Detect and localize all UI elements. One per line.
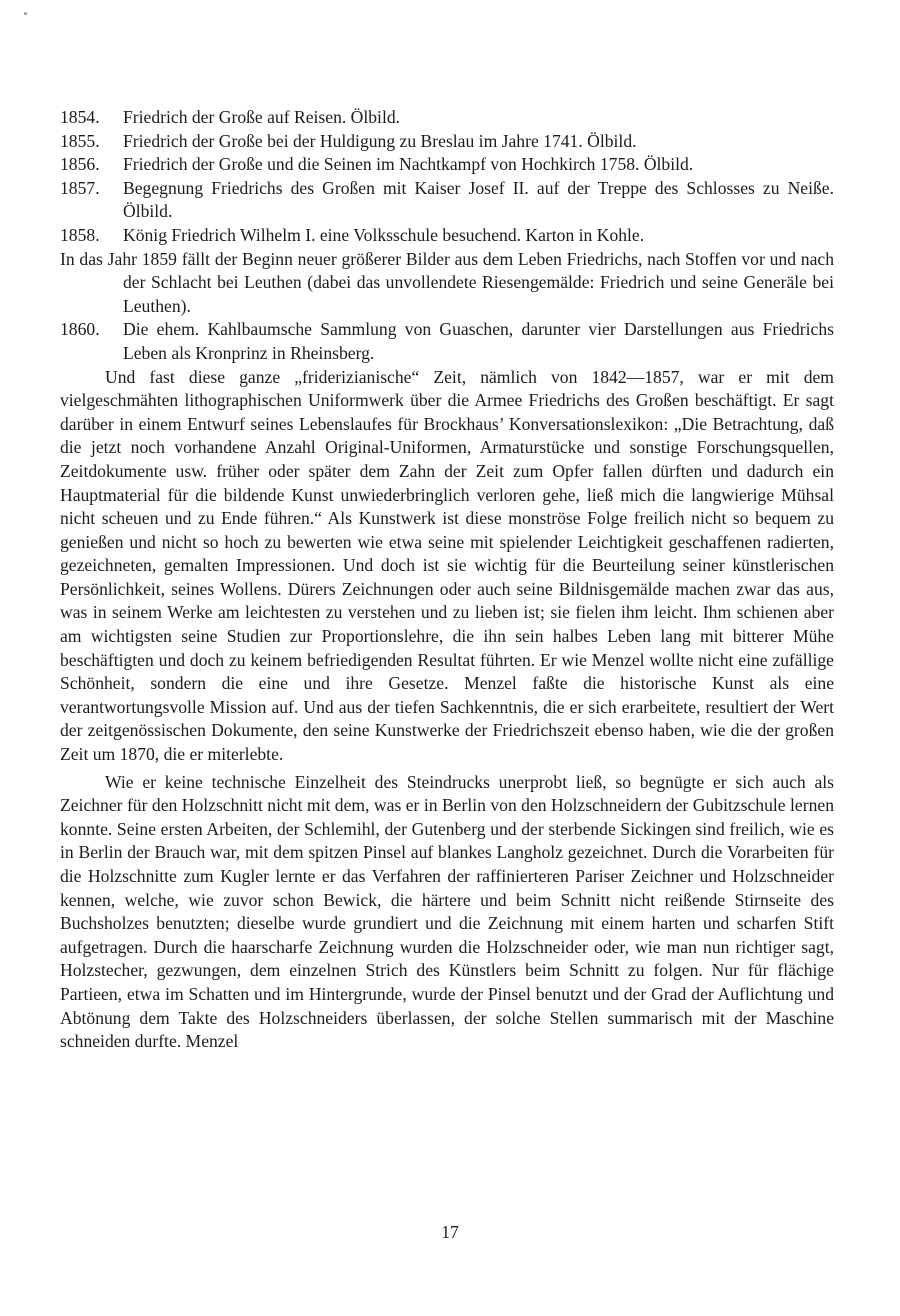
note-1859: In das Jahr 1859 fällt der Beginn neuer größerer Bilder aus dem Leben Friedrichs, nach Stoffen vor und nach der Schlacht bei Leuthen (dabei das unvollendete Riesengemälde: Friedrich und seine Generäle bei Leuthen).: [60, 248, 834, 316]
entry-text: Begegnung Friedrichs des Großen mit Kaiser Josef II. auf der Treppe des Schlosses zu Neiße. Ölbild.: [123, 177, 834, 222]
entry-text: Friedrich der Große und die Seinen im Nachtkampf von Hochkirch 1758. Ölbild.: [123, 154, 694, 175]
entry-text: König Friedrich Wilhelm I. eine Volksschule besuchend. Karton in Kohle.: [123, 224, 645, 245]
body-paragraph-1: Und fast diese ganze „friderizianische“ Zeit, nämlich von 1842—1857, war er mit dem vielgeschmähten lithographischen Uniformwerk über die Armee Friedrichs des Großen beschäftigt. Er sagt darüber in einem Entwurf seines Lebenslaufes für Brockhaus’ Konversationslexikon: „Die Betrachtung, daß die jetzt noch vorhandene Anzahl Original-Uniformen, Armaturstücke und sonstige Forschungsquellen, Zeitdokumente usw. früher oder später dem Zahn der Zeit zum Opfer fallen dürften und dadurch ein Hauptmaterial für die bildende Kunst unwiederbringlich verloren gehe, ließ mich die langwierige Mühsal nicht scheuen und zu Ende führen.“ Als Kunstwerk ist diese monströse Folge freilich nicht so bequem zu genießen und nicht so hoch zu bewerten wie etwa seine mit spielender Leichtigkeit geschaffenen radierten, gezeichneten, gemalten Impressionen. Und doch ist sie wichtig für die Beurteilung seiner künstlerischen Persönlichkeit, seines Wollens. Dürers Zeichnungen oder auch seine Bildnisgemälde machen zwar das aus, was in seinem Werke am leichtesten zu verstehen und zu lieben ist; sie fielen ihm leicht. Ihm schienen aber am wichtigsten seine Studien zur Proportionslehre, die ihn sein halbes Leben lang mit bitterer Mühe beschäftigten und doch zu keinem befriedigenden Resultat führten. Er wie Menzel wollte nicht eine zufällige Schönheit, sondern die eine und ihre Gesetze. Menzel faßte die historische Kunst als eine verantwortungsvolle Mission auf. Und aus der tiefen Sachkenntnis, die er sich erarbeitete, resultiert der Wert der zeitgenössischen Dokumente, den seine Kunstwerke der Friedrichszeit ebenso haben, wie die der großen Zeit um 1870, die er miterlebte.: [60, 366, 834, 765]
entry-year: 1857.: [60, 177, 100, 198]
entry-year: 1860.: [60, 319, 100, 340]
body-paragraph-2: Wie er keine technische Einzelheit des Steindrucks unerprobt ließ, so begnügte er sich auch als Zeichner für den Holzschnitt nicht mit dem, was er in Berlin von den Holzschneidern der Gubitzschule lernen konnte. Seine ersten Arbeiten, der Schlemihl, der Gutenberg und der sterbende Sickingen sind freilich, wie es in Berlin der Brauch war, mit dem spitzen Pinsel auf blankes Langholz gezeichnet. Durch die Vorarbeiten für die Holzschnitte zum Kugler lernte er das Verfahren der raffinierteren Pariser Zeichner und Holzschneider kennen, welche, wie zuvor schon Bewick, die härtere und beim Schnitt nicht reißende Stirnseite des Buchsholzes benutzten; dieselbe wurde grundiert und die Zeichnung mit einem harten und scharfen Stift aufgetragen. Durch die haarscharfe Zeichnung wurden die Holzschneider oder, wie man nun richtiger sagt, Holzstecher, gezwungen, dem einzelnen Strich des Künstlers beim Schnitt zu folgen. Nur für flächige Partieen, etwa im Schatten und im Hintergrunde, wurde der Pinsel benutzt und der Grad der Auflichtung und Abtönung dem Takte des Holzschneiders überlassen, der solche Stellen summarisch mit der Maschine schneiden durfte. Menzel: [60, 771, 834, 1052]
list-item: [60, 318, 834, 365]
entry-year: 1855.: [60, 130, 100, 151]
entry-year: 1858.: [60, 224, 100, 245]
entry-text: Die ehem. Kahlbaumsche Sammlung von Guaschen, darunter vier Darstellungen aus Friedrichs Leben als Kronprinz in Rheinsberg.: [123, 319, 834, 363]
list-item: [60, 177, 834, 224]
entry-year: 1854.: [60, 107, 100, 127]
page-body: [60, 106, 834, 1054]
page-number: 17: [441, 1222, 459, 1242]
entry-text: Friedrich der Große bei der Huldigung zu Breslau im Jahre 1741. Ölbild.: [123, 130, 637, 151]
entry-text: Friedrich der Große auf Reisen. Ölbild.: [123, 107, 401, 127]
list-item: [60, 106, 834, 130]
list-item: [60, 224, 834, 248]
scan-speck: [24, 12, 27, 15]
list-item: [60, 130, 834, 154]
entry-year: 1856.: [60, 154, 100, 175]
list-item: [60, 153, 834, 177]
